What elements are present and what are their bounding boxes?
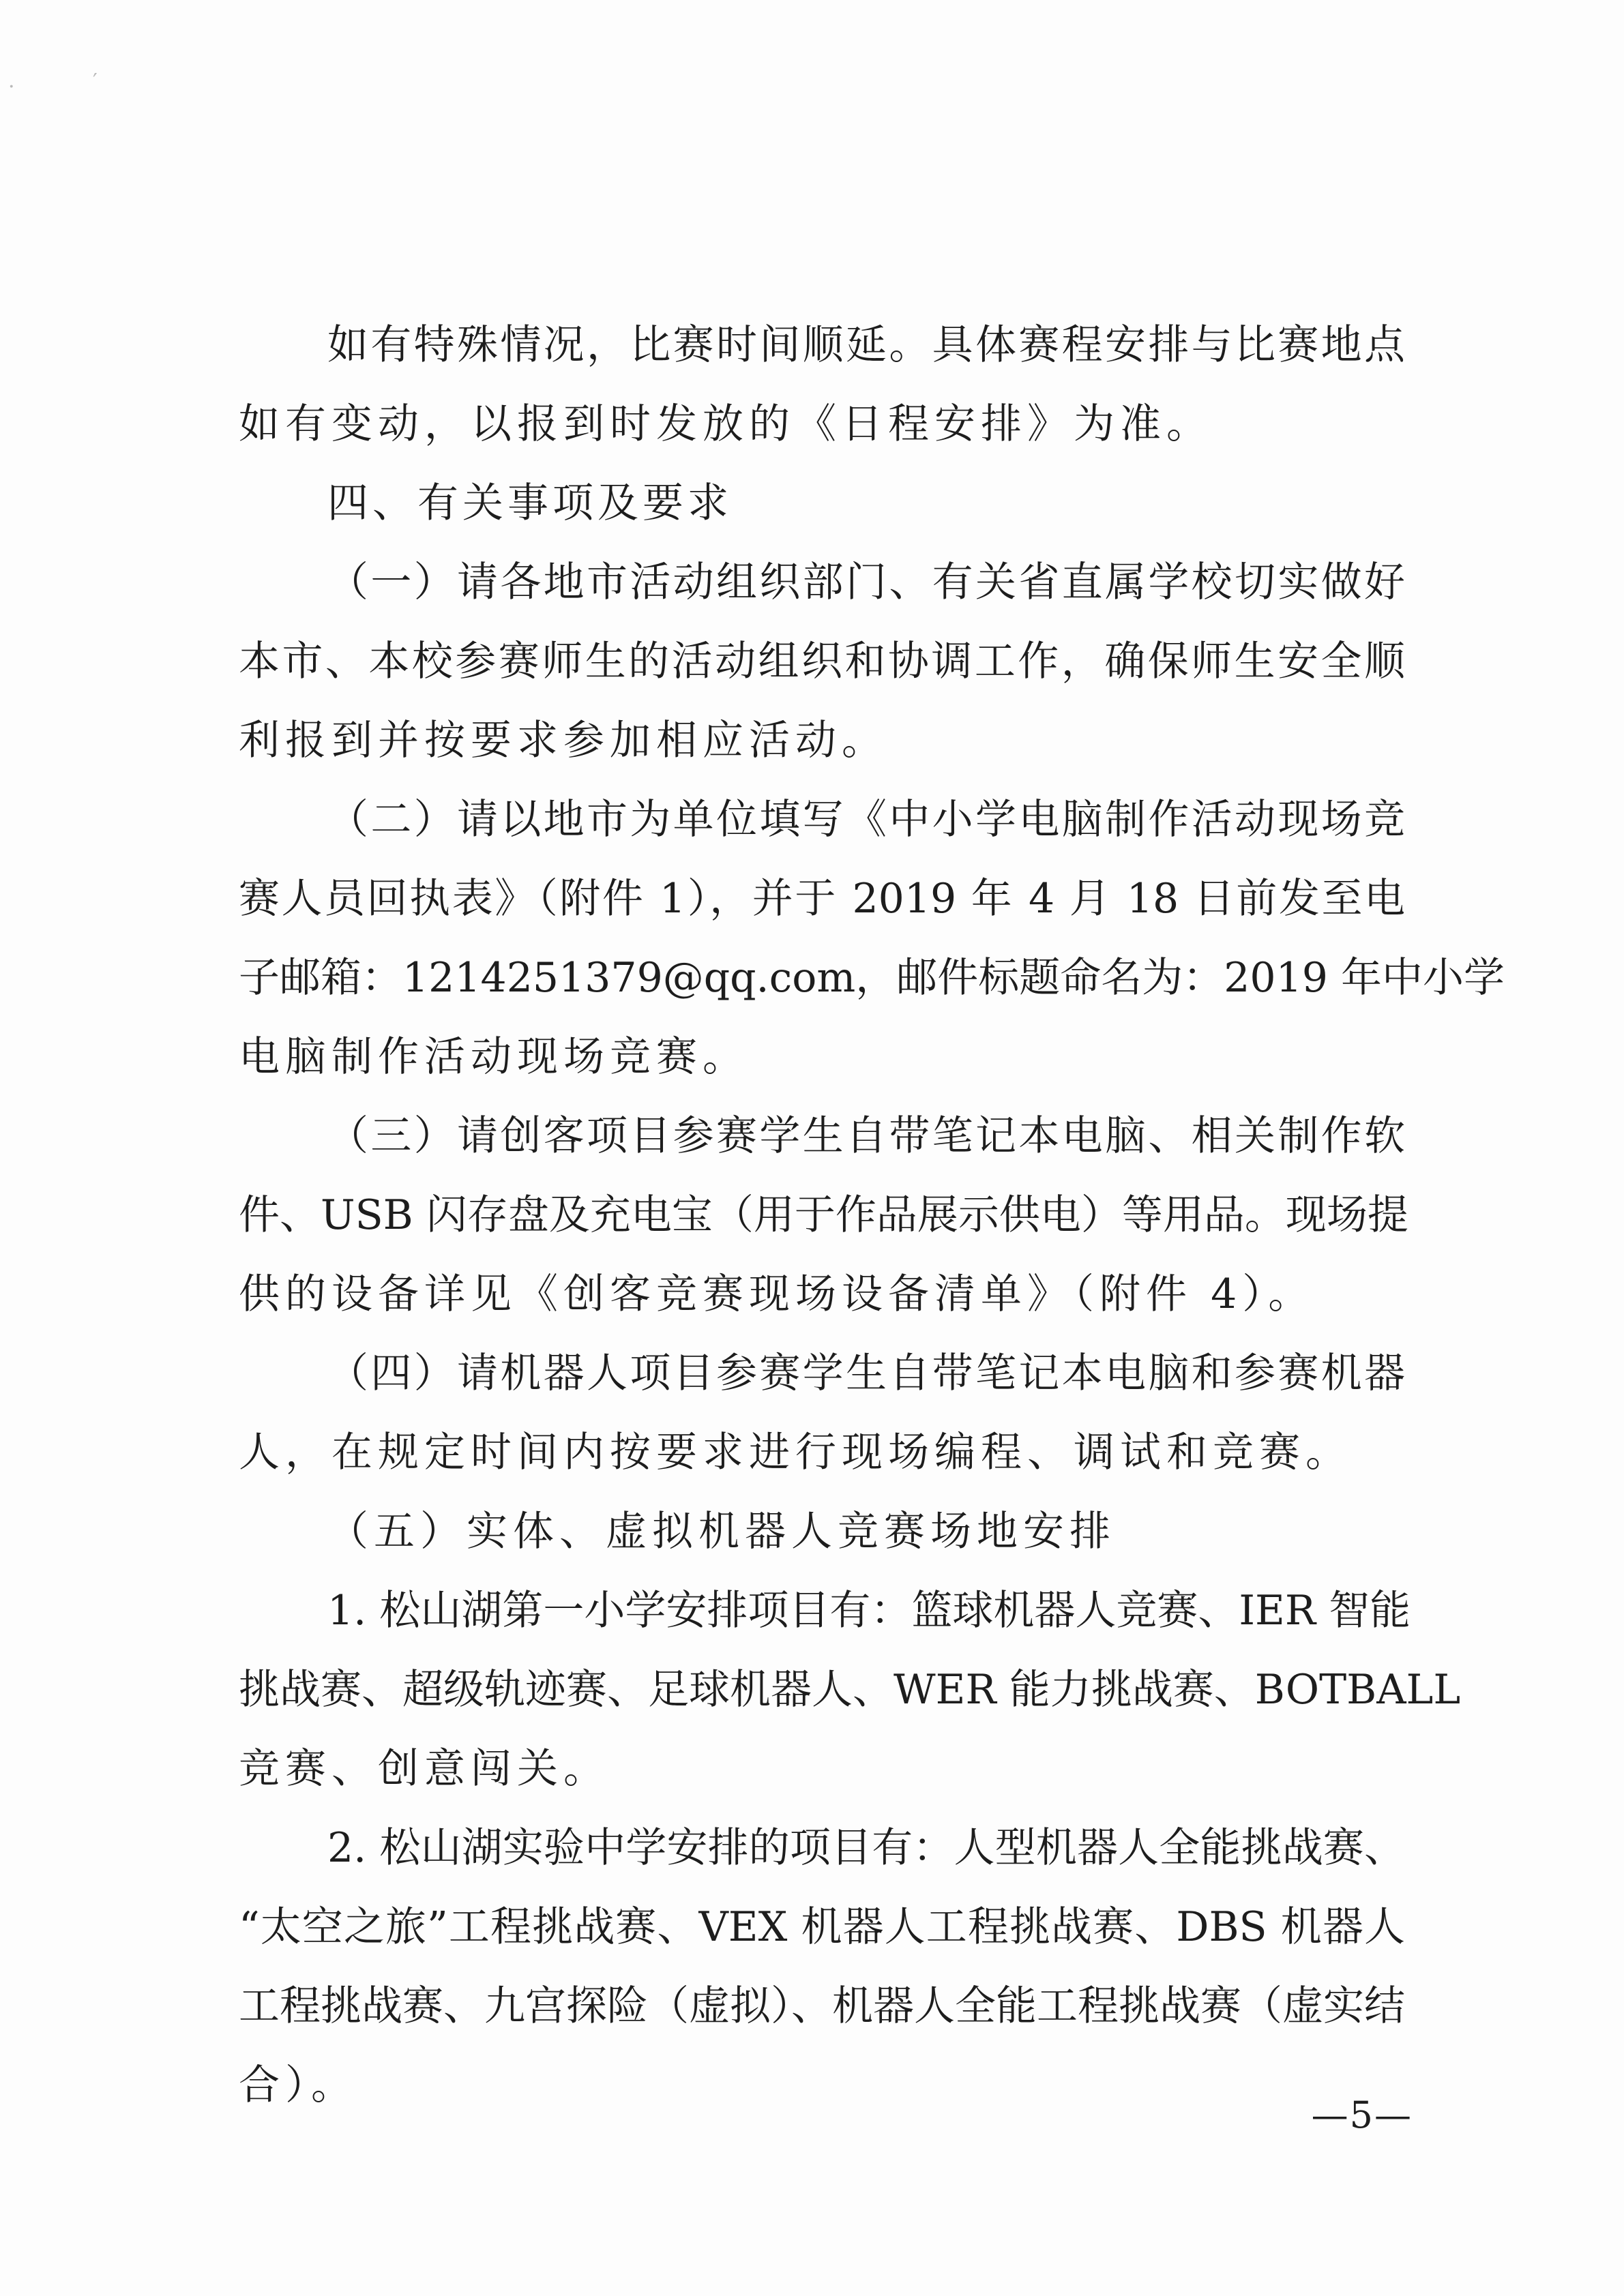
- paragraph-line: 子邮箱：1214251379@qq.com，邮件标题命名为：2019 年中小学: [239, 954, 1505, 1002]
- paragraph-line: 工程挑战赛、九宫探险（虚拟）、机器人全能工程挑战赛（虚实结: [239, 1982, 1405, 2030]
- paragraph-line: 本市、本校参赛师生的活动组织和协调工作，确保师生安全顺: [239, 638, 1405, 685]
- paragraph-line: 1. 松山湖第一小学安排项目有：篮球机器人竞赛、IER 智能: [327, 1587, 1411, 1635]
- scan-mark: ′: [93, 70, 98, 93]
- paragraph-line: 件、USB 闪存盘及充电宝（用于作品展示供电）等用品。现场提: [239, 1191, 1408, 1239]
- paragraph-line: 竞赛、创意闯关。: [239, 1745, 610, 1793]
- scan-mark: ·: [8, 75, 15, 99]
- paragraph-line: “太空之旅”工程挑战赛、VEX 机器人工程挑战赛、DBS 机器人: [239, 1903, 1405, 1951]
- paragraph-line: 供的设备详见《创客竞赛现场设备清单》（附件 4）。: [239, 1270, 1315, 1318]
- paragraph-line: （二）请以地市为单位填写《中小学电脑制作活动现场竞: [327, 796, 1405, 844]
- paragraph-line: 赛人员回执表》（附件 1），并于 2019 年 4 月 18 日前发至电: [239, 875, 1405, 923]
- paragraph-line: 如有特殊情况，比赛时间顺延。具体赛程安排与比赛地点: [327, 321, 1405, 369]
- paragraph-line: 2. 松山湖实验中学安排的项目有：人型机器人全能挑战赛、: [327, 1824, 1405, 1872]
- page-number: —5—: [1311, 2093, 1413, 2136]
- paragraph-line: （三）请创客项目参赛学生自带笔记本电脑、相关制作软: [327, 1112, 1405, 1160]
- paragraph-line: 电脑制作活动现场竞赛。: [239, 1033, 749, 1081]
- paragraph-line: 合）。: [239, 2061, 357, 2109]
- paragraph-line: 人，在规定时间内按要求进行现场编程、调试和竞赛。: [239, 1429, 1352, 1476]
- subsection-heading: （五）实体、虚拟机器人竞赛场地安排: [327, 1508, 1116, 1555]
- paragraph-line: （四）请机器人项目参赛学生自带笔记本电脑和参赛机器: [327, 1350, 1405, 1397]
- paragraph-line: 挑战赛、超级轨迹赛、足球机器人、WER 能力挑战赛、BOTBALL: [239, 1666, 1461, 1714]
- paragraph-line: 如有变动，以报到时发放的《日程安排》为准。: [239, 400, 1213, 448]
- paragraph-line: （一）请各地市活动组织部门、有关省直属学校切实做好: [327, 558, 1405, 606]
- section-heading: 四、有关事项及要求: [327, 479, 733, 527]
- paragraph-line: 利报到并按要求参加相应活动。: [239, 717, 888, 764]
